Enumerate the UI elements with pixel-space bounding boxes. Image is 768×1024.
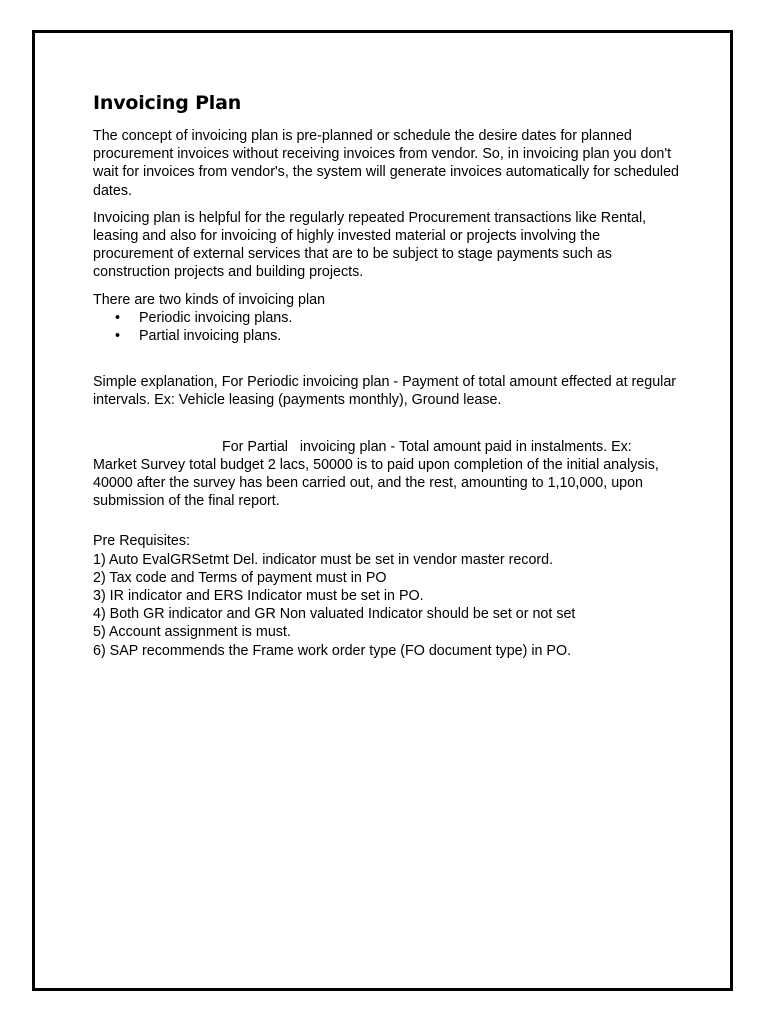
spacer — [93, 410, 683, 438]
periodic-explanation: Simple explanation, For Periodic invoicing plan - Payment of total amount effected at regular intervals. Ex: Vehicle leasing (payments monthly), Ground lease. — [93, 374, 677, 409]
list-item: 1) Auto EvalGRSetmt Del. indicator must be set in vendor master record. — [93, 551, 554, 568]
list-item — [115, 309, 683, 327]
document-page — [32, 30, 733, 991]
prerequisites-list — [93, 551, 683, 660]
kinds-list — [93, 309, 683, 345]
bullet-icon: • — [115, 328, 121, 345]
list-item: 5) Account assignment is must. — [93, 624, 291, 641]
list-item-text: Periodic invoicing plans. — [139, 309, 293, 326]
spacer — [93, 510, 683, 532]
prerequisites-heading: Pre Requisites: — [93, 533, 190, 550]
bullet-icon: • — [115, 309, 121, 326]
partial-explanation-first-line: For Partial invoicing plan - Total amount paid in instalments. Ex: — [222, 438, 632, 455]
list-item: 2) Tax code and Terms of payment must in PO — [93, 569, 387, 586]
document-content — [93, 91, 683, 660]
helpful-paragraph: Invoicing plan is helpful for the regularly repeated Procurement transactions like Rental, leasing and also for invoicing of highly invested material or projects involving the procurement of external services that are to be subject to stage payments such as construction projects and building projects. — [93, 209, 647, 281]
partial-explanation-rest: Market Survey total budget 2 lacs, 50000 is to paid upon completion of the initial analysis, 40000 after the survey has been carried out, and the rest, amounting to 1,10,000, upon submission of the final report. — [93, 456, 659, 510]
list-item-text: Partial invoicing plans. — [139, 328, 282, 345]
intro-paragraph: The concept of invoicing plan is pre-planned or schedule the desire dates for planned procurement invoices without receiving invoices from vendor. So, in invoicing plan you don't wait for invoices from vendor's, the system will generate invoices automatically for scheduled dates. — [93, 128, 679, 199]
kinds-intro: There are two kinds of invoicing plan — [93, 291, 326, 308]
list-item — [115, 327, 683, 345]
page-title: Invoicing Plan — [93, 92, 242, 114]
list-item: 3) IR indicator and ERS Indicator must be set in PO. — [93, 588, 424, 605]
list-item: 4) Both GR indicator and GR Non valuated Indicator should be set or not set — [93, 606, 576, 623]
list-item: 6) SAP recommends the Frame work order type (FO document type) in PO. — [93, 642, 572, 659]
spacer — [93, 345, 683, 373]
